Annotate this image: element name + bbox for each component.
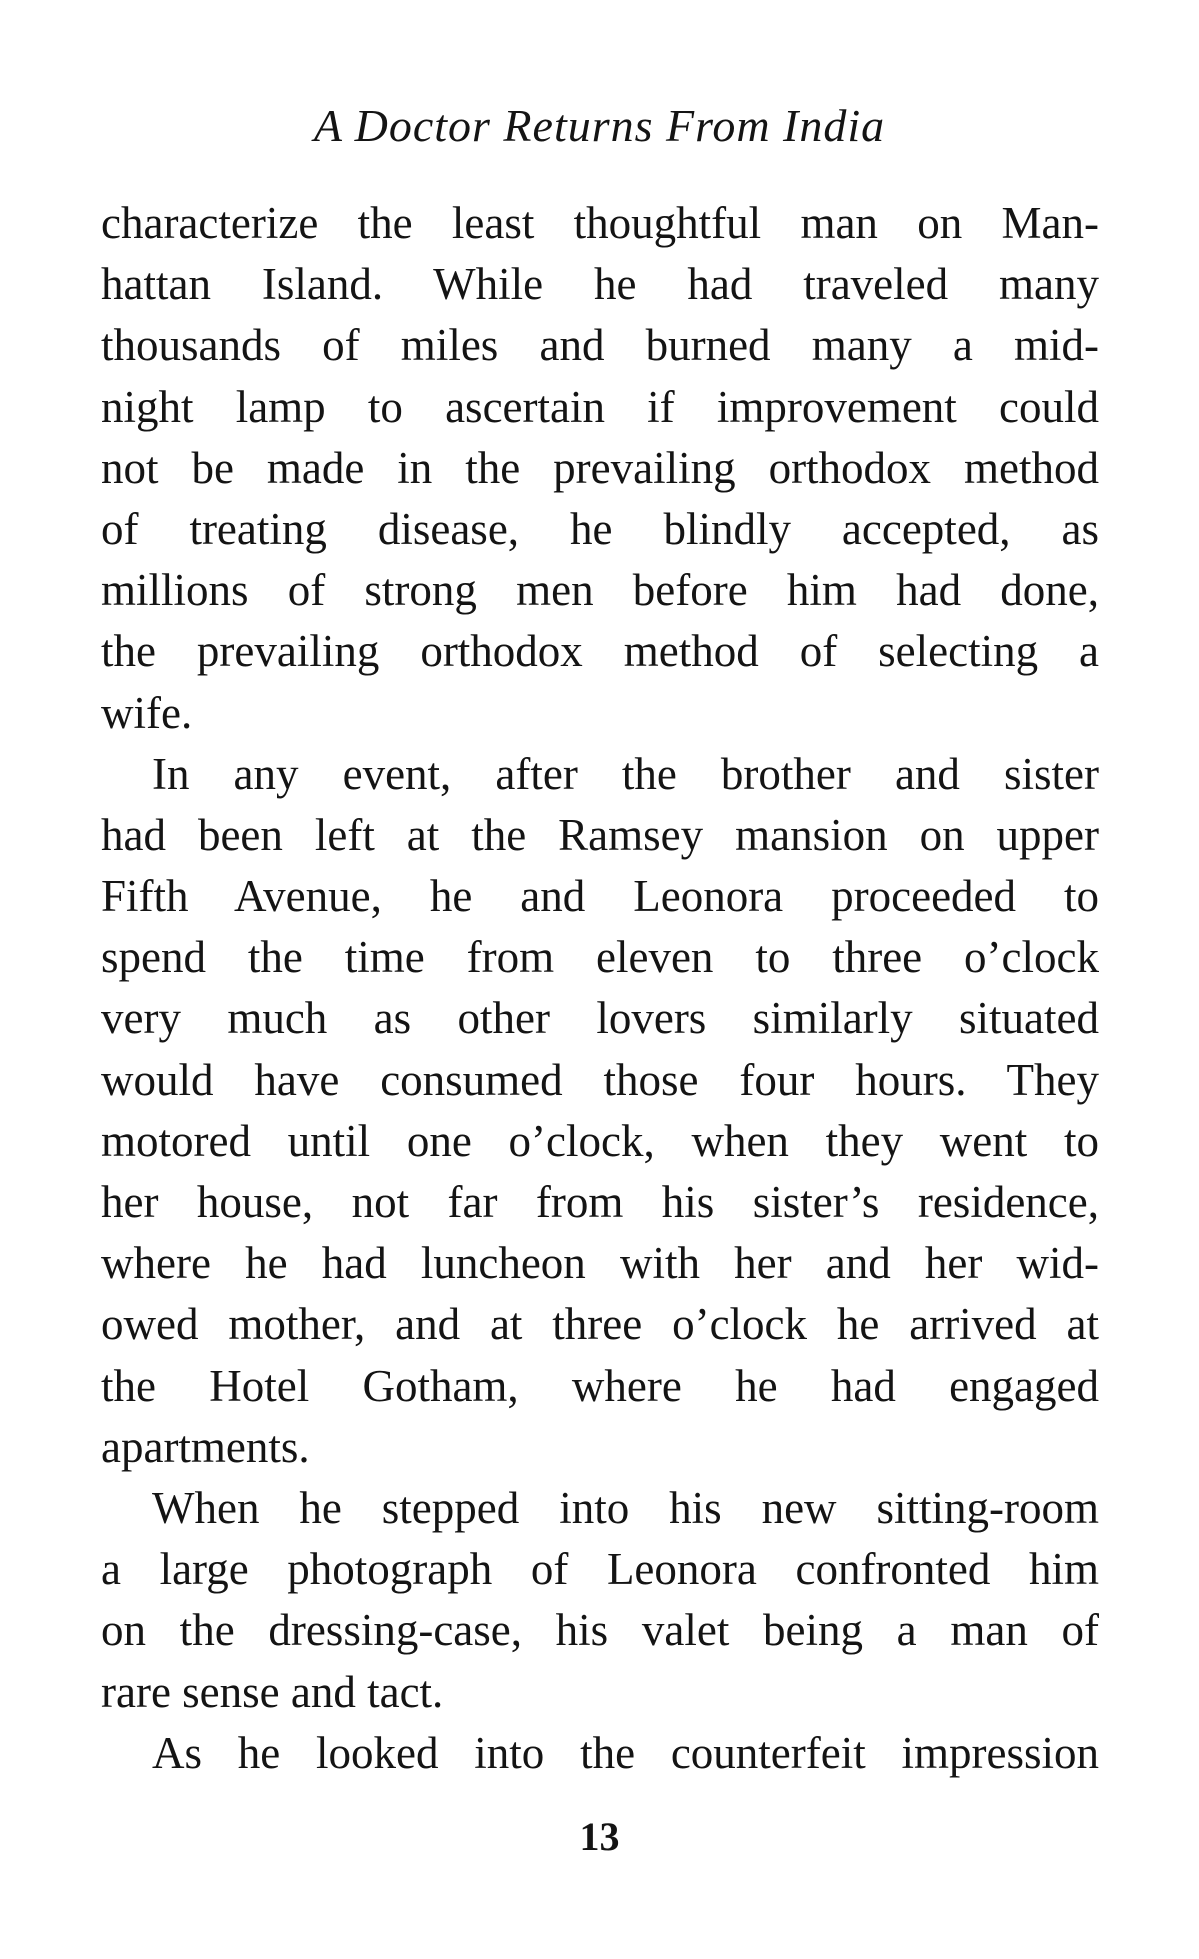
text-line: spend the time from eleven to three o’clock [101,932,1099,983]
text-line: owed mother, and at three o’clock he arrived at [101,1299,1099,1350]
text-line: characterize the least thoughtful man on Man- [101,198,1099,248]
text-line: her house, not far from his sister’s residence, [101,1177,1099,1227]
page-number: 13 [579,1814,620,1859]
text-line: As he looked into the counterfeit impression [152,1727,1099,1778]
text-line: of treating disease, he blindly accepted, as [101,503,1099,554]
paragraph-2 [101,744,1099,1478]
text-line: wife. [101,687,193,738]
text-line: night lamp to ascertain if improvement could [101,381,1099,432]
text-line: where he had luncheon with her and her wid- [101,1238,1099,1289]
paragraph-1 [101,193,1099,744]
text-line: When he stepped into his new sitting-room [152,1482,1099,1533]
text-line: millions of strong men before him had done, [101,565,1099,616]
text-line: the prevailing orthodox method of selecting a [101,626,1099,677]
text-line: rare sense and tact. [101,1666,444,1717]
text-line: the Hotel Gotham, where he had engaged [101,1360,1099,1411]
running-head: A Doctor Returns From India [313,100,886,151]
text-line: Fifth Avenue, he and Leonora proceeded to [101,871,1099,922]
text-line: on the dressing-case, his valet being a man of [101,1605,1099,1656]
text-line: would have consumed those four hours. They [101,1054,1099,1105]
text-line: hattan Island. While he had traveled many [101,259,1099,310]
text-line: not be made in the prevailing orthodox method [101,442,1099,493]
paragraph-4 [101,1723,1099,1784]
text-line: motored until one o’clock, when they went to [101,1115,1099,1166]
paragraph-3 [101,1478,1099,1723]
text-line: had been left at the Ramsey mansion on upper [101,809,1099,860]
body-text [101,193,1099,1784]
text-line: apartments. [101,1421,310,1472]
text-line: thousands of miles and burned many a mid- [101,320,1099,371]
text-line: very much as other lovers similarly situated [101,993,1099,1044]
text-line: a large photograph of Leonora confronted him [101,1544,1099,1595]
text-line: In any event, after the brother and sister [152,748,1099,799]
